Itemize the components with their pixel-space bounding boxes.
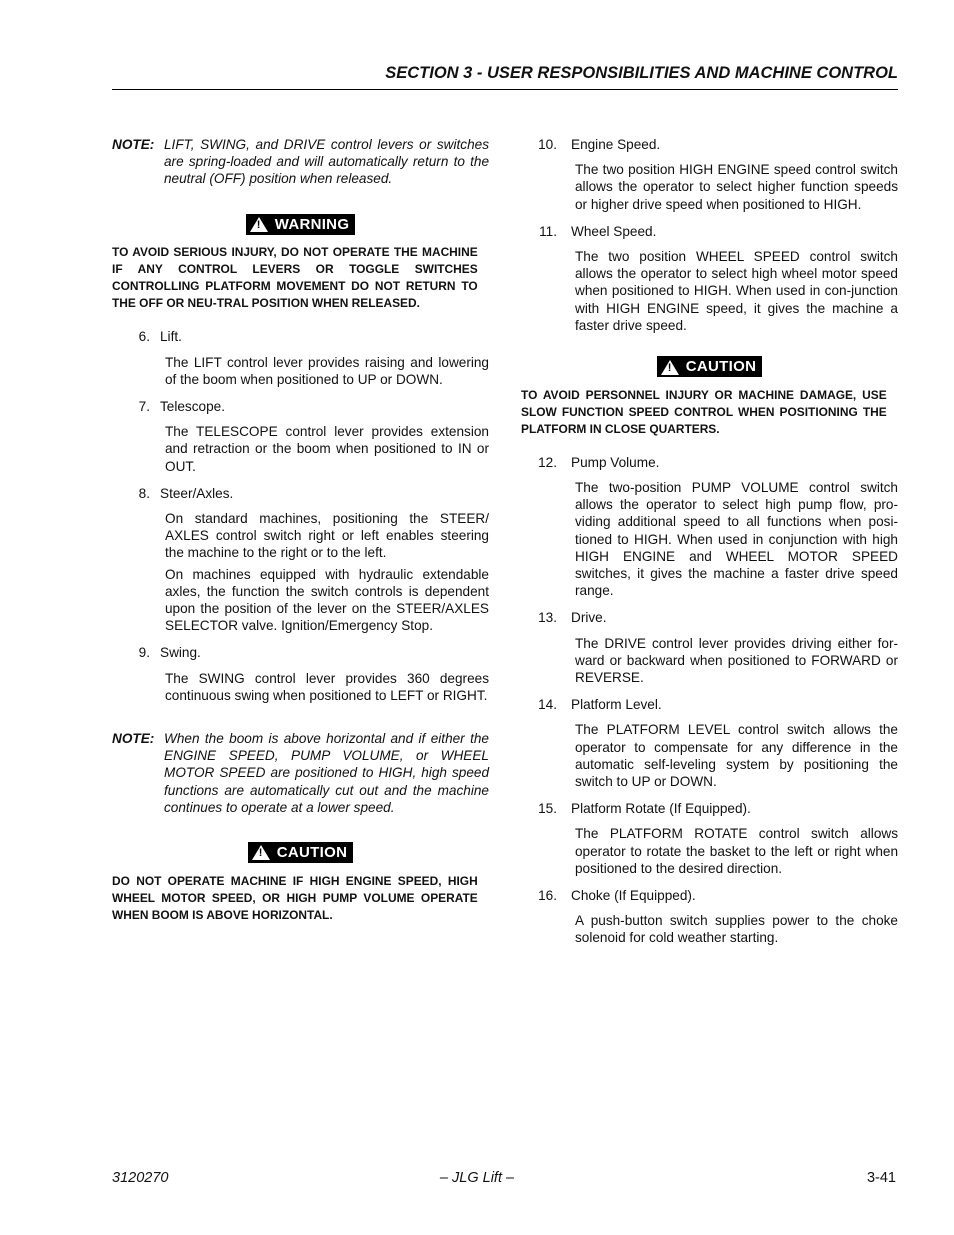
- item-title: Engine Speed.: [571, 137, 661, 152]
- list-item: [112, 398, 489, 415]
- note-text: LIFT, SWING, and DRIVE control levers or switches are spring-loaded and will automatically return to the neutral (OFF) position when released.: [164, 137, 489, 187]
- caution-badge-label: CAUTION: [276, 843, 348, 861]
- list-item: [521, 136, 898, 153]
- footer-center: – JLG Lift –: [439, 1170, 515, 1186]
- item-paragraph: The LIFT control lever provides raising and lowering of the boom when positioned to UP or DOWN.: [165, 354, 489, 387]
- note-spring-loaded: [112, 136, 489, 188]
- item-paragraph: On machines equipped with hydraulic extendable axles, the function the switch controls is dependent upon the position of the lever on the STEER/AXLES SELECTOR valve. Ignition/Emergency Stop.: [165, 566, 489, 634]
- left-column: [112, 136, 489, 924]
- item-title: Choke (If Equipped).: [571, 888, 696, 903]
- note-text: When the boom is above horizontal and if either the ENGINE SPEED, PUMP VOLUME, or WHEEL MOTOR SPEED are positioned to HIGH, high speed functions are automatically cut out and the machine continues to operate at a lower speed.: [164, 730, 489, 815]
- list-item: [521, 887, 898, 904]
- item-number: 14.: [538, 697, 557, 713]
- item-title: Platform Rotate (If Equipped).: [571, 801, 751, 817]
- right-item-list-a: [521, 136, 898, 334]
- item-number: 7.: [138, 398, 150, 414]
- item-title: Steer/Axles.: [160, 485, 234, 501]
- item-title: Drive.: [571, 610, 607, 626]
- item-title: Wheel Speed.: [571, 223, 657, 239]
- item-paragraph: The PLATFORM LEVEL control switch allows the operator to compensate for any difference in the automatic self-leveling system by positioning the switch to UP or DOWN.: [575, 722, 898, 789]
- item-number: 10.: [538, 137, 557, 152]
- list-item: [521, 454, 898, 471]
- warning-badge: [246, 214, 356, 235]
- item-paragraph: The two-position PUMP VOLUME control switch allows the operator to select high pump flow, pro-viding additional speed to all functions when posi-tioned to HIGH. When used in conjunction with high HIGH ENGINE and WHEEL MOTOR SPEED switches, it gives the machine a faster drive speed range.: [575, 479, 898, 599]
- item-number: 11.: [539, 223, 557, 239]
- item-paragraph: The SWING control lever provides 360 degrees continuous swing when positioned to LEFT or RIGHT.: [165, 670, 489, 703]
- section-header: SECTION 3 - USER RESPONSIBILITIES AND MACHINE CONTROL: [385, 64, 898, 82]
- item-number: 13.: [538, 610, 557, 626]
- item-title: Lift.: [160, 329, 182, 345]
- warning-text: TO AVOID SERIOUS INJURY, DO NOT OPERATE THE MACHINE IF ANY CONTROL LEVERS OR TOGGLE SWITCHES CONTROLLING PLATFORM MOVEMENT DO NOT RETURN TO THE OFF OR NEU-TRAL POSITION WHEN RELEASED.: [112, 245, 478, 311]
- caution-text: DO NOT OPERATE MACHINE IF HIGH ENGINE SPEED, HIGH WHEEL MOTOR SPEED, OR HIGH PUMP VOLUME OPERATE WHEN BOOM IS ABOVE HORIZONTAL.: [112, 873, 478, 922]
- item-title: Pump Volume.: [571, 454, 660, 470]
- left-item-list: [112, 328, 489, 704]
- item-paragraph: On standard machines, positioning the STEER/ AXLES control switch right or left enables steering the machine to the right or to the left.: [165, 510, 489, 561]
- list-item: [521, 800, 898, 817]
- right-item-list-b: [521, 454, 898, 947]
- warning-triangle-icon: !: [250, 217, 268, 232]
- warning-triangle-icon: !: [252, 845, 270, 860]
- item-number: 6.: [138, 329, 150, 345]
- item-number: 8.: [138, 485, 150, 501]
- list-item: [521, 696, 898, 713]
- header-rule: [112, 89, 898, 90]
- item-number: 9.: [138, 645, 150, 661]
- list-item: [521, 609, 898, 626]
- item-number: 16.: [538, 888, 557, 903]
- list-item: [112, 485, 489, 502]
- item-paragraph: The TELESCOPE control lever provides extension and retraction or the boom when positioned to IN or OUT.: [165, 424, 489, 474]
- item-title: Telescope.: [160, 398, 225, 414]
- list-item: [112, 328, 489, 345]
- item-paragraph: The two position HIGH ENGINE speed control switch allows the operator to select higher function speeds or higher drive speed when positioned to HIGH.: [575, 162, 898, 212]
- warning-badge-label: WARNING: [274, 215, 350, 233]
- caution-badge: [248, 842, 353, 863]
- right-column: [521, 136, 898, 947]
- item-paragraph: The two position WHEEL SPEED control switch allows the operator to select high wheel motor speed when positioned to HIGH. When used in con-junction with HIGH ENGINE speed, it gives the machine a faster drive speed.: [575, 249, 898, 333]
- list-item: [521, 223, 898, 240]
- item-number: 15.: [538, 801, 557, 817]
- caution-badge: [657, 356, 762, 377]
- note-label: NOTE:: [112, 137, 155, 152]
- item-paragraph: The PLATFORM ROTATE control switch allows operator to rotate the basket to the left or right when positioned to the desired direction.: [575, 826, 898, 876]
- note-label: NOTE:: [112, 730, 155, 746]
- item-paragraph: The DRIVE control lever provides driving either for-ward or backward when positioned to FORWARD or REVERSE.: [575, 635, 898, 685]
- caution-text: TO AVOID PERSONNEL INJURY OR MACHINE DAMAGE, USE SLOW FUNCTION SPEED CONTROL WHEN POSITIONING THE PLATFORM IN CLOSE QUARTERS.: [521, 387, 887, 436]
- list-item: [112, 644, 489, 661]
- caution-badge-label: CAUTION: [685, 358, 757, 376]
- footer-doc-number: 3120270: [112, 1170, 169, 1186]
- item-title: Swing.: [160, 645, 201, 661]
- warning-triangle-icon: !: [661, 360, 679, 375]
- item-paragraph: A push-button switch supplies power to the choke solenoid for cold weather starting.: [575, 913, 898, 946]
- item-title: Platform Level.: [571, 697, 662, 713]
- item-number: 12.: [538, 454, 557, 470]
- note-boom-horizontal: [112, 730, 489, 816]
- footer-page-number: 3-41: [866, 1170, 896, 1186]
